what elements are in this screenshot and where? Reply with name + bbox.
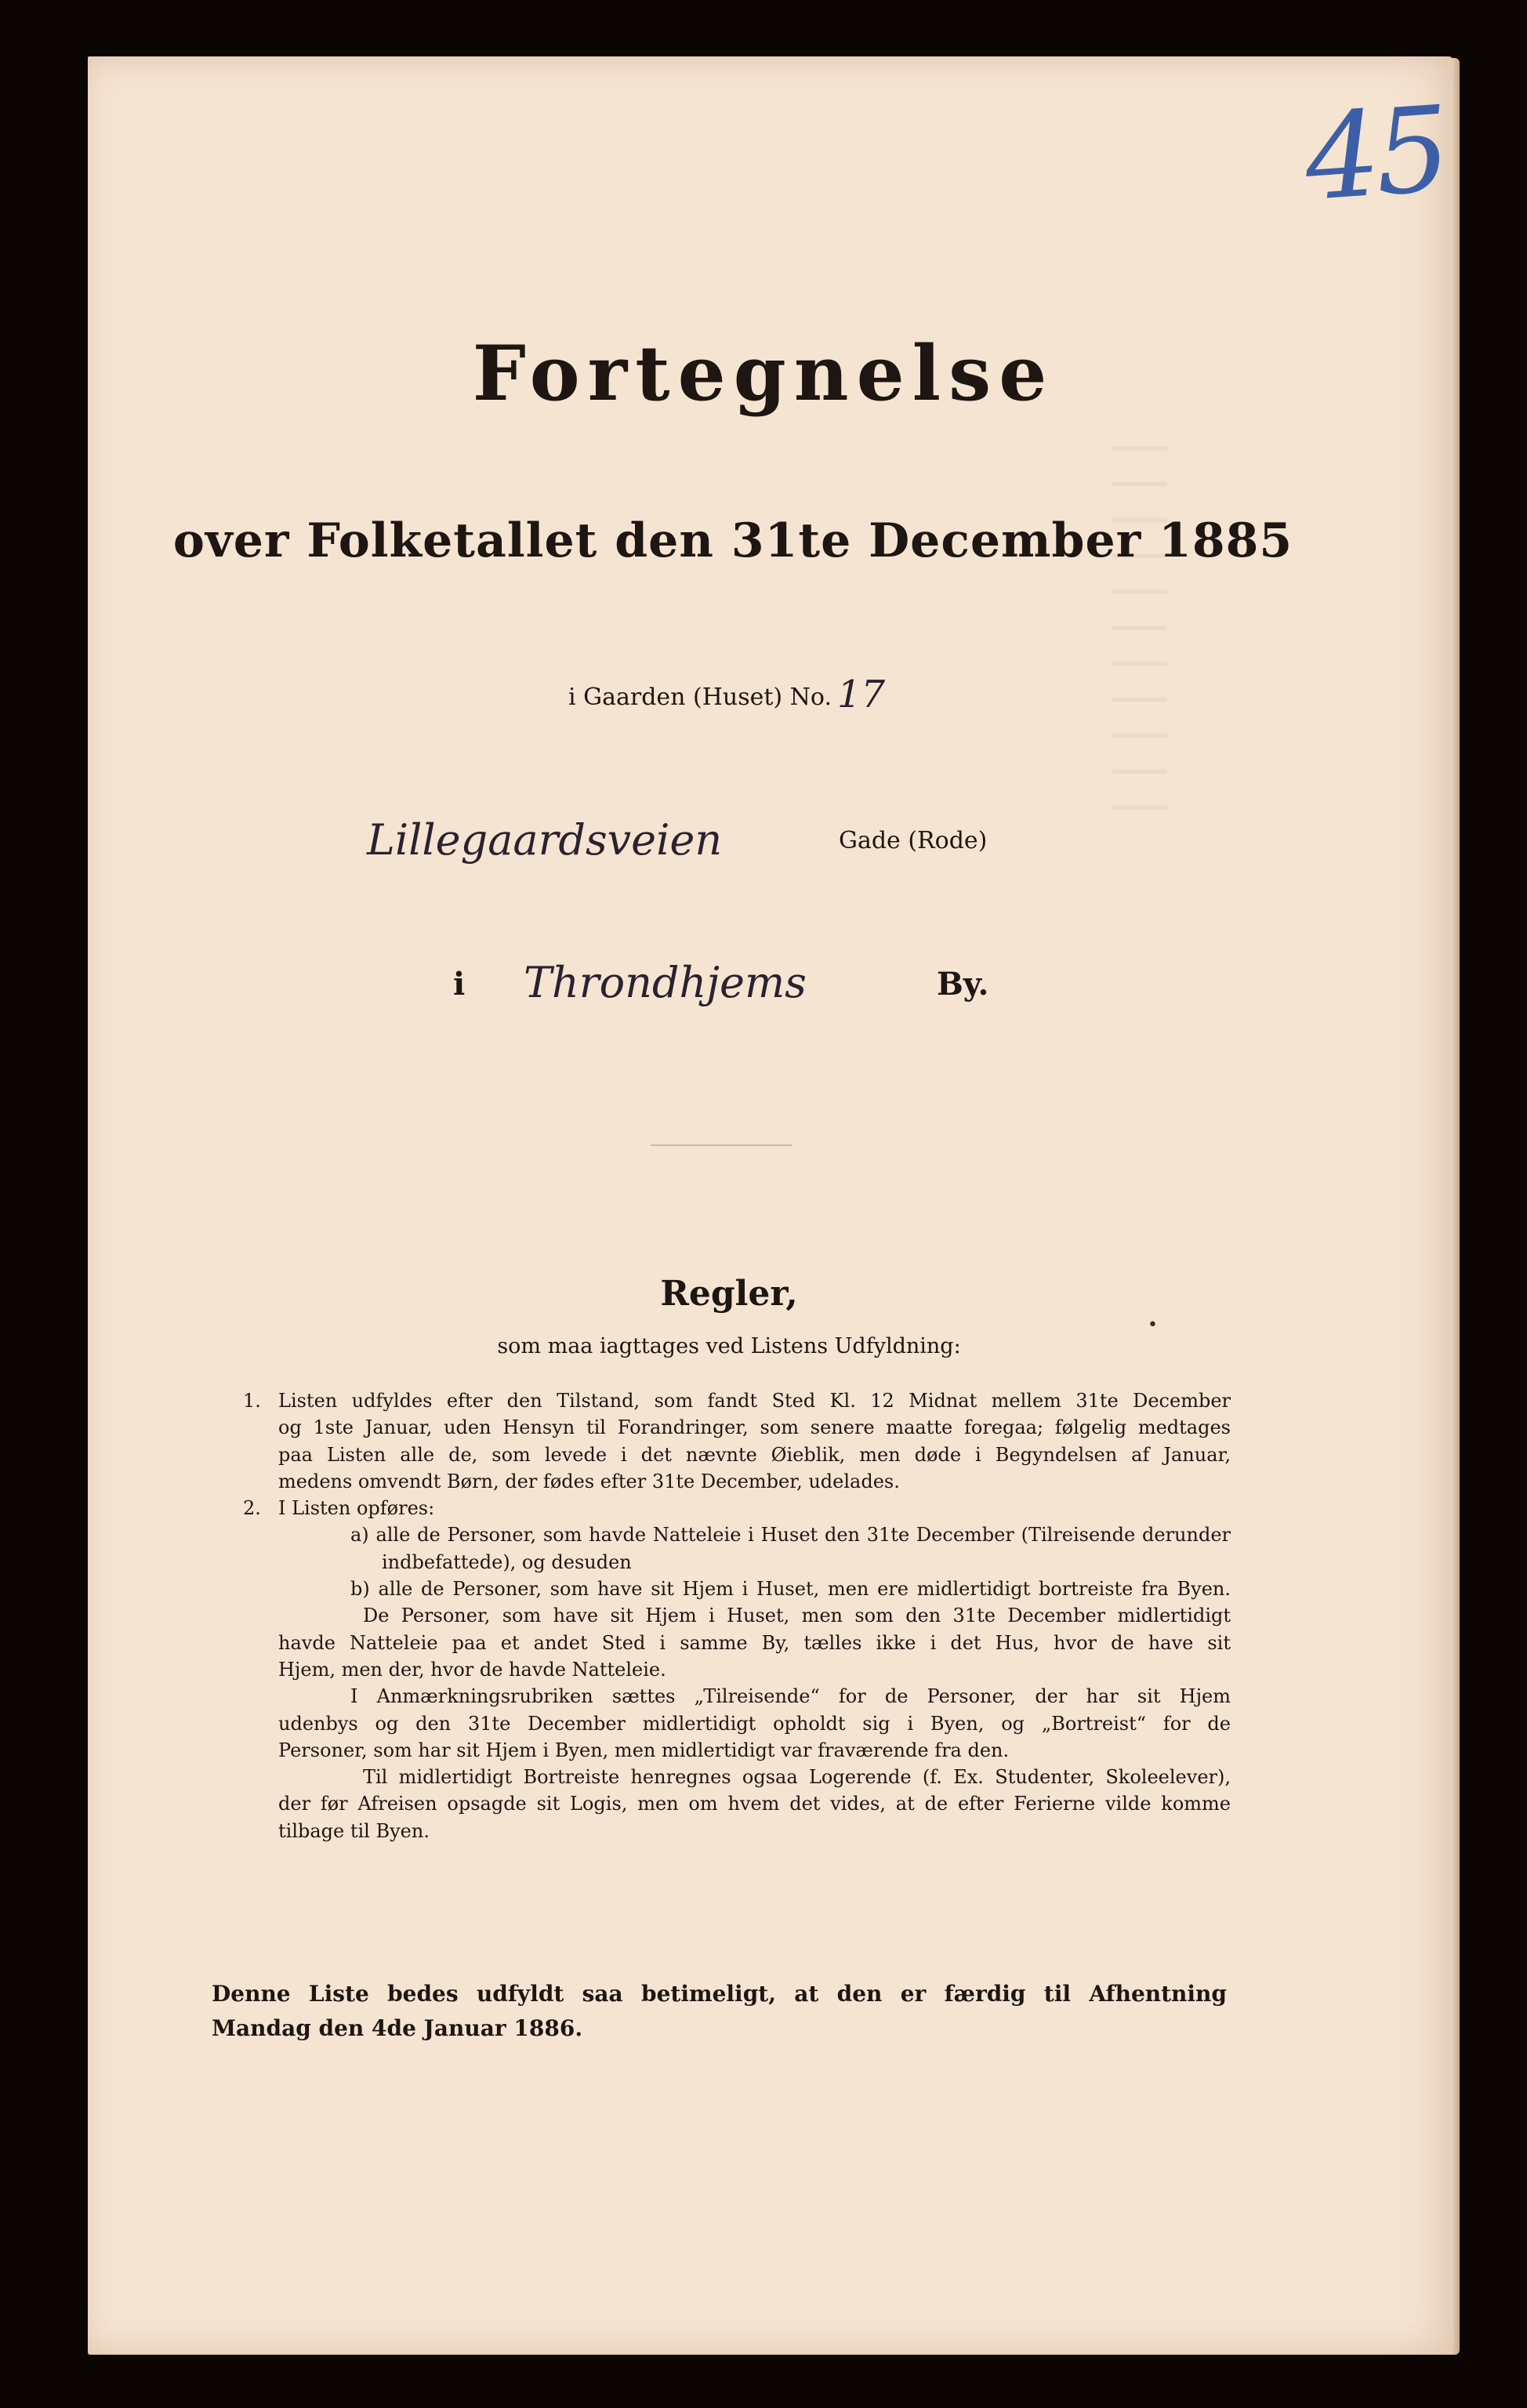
rule-line: I Listen opføres: bbox=[278, 1497, 435, 1520]
ink-mark: • bbox=[1148, 1315, 1158, 1335]
bleed-through-text: | | | | | | | | | | | bbox=[1112, 439, 1176, 817]
gaarden-number-handwritten: 17 bbox=[837, 673, 886, 716]
by-prefix: i bbox=[453, 966, 466, 1003]
gaarden-label: i Gaarden (Huset) No. bbox=[568, 684, 832, 711]
rule-item bbox=[243, 1387, 1231, 1495]
deadline-line-1: Denne Liste bedes udfyldt saa betimeligt, at den er færdig til Afhentning bbox=[212, 1981, 1227, 2007]
rule-line: b) alle de Personer, som have sit Hjem i Huset, men ere midlertidigt bortreiste fra Byen. bbox=[350, 1578, 1231, 1601]
rule-line: De Personer, som have sit Hjem i Huset, men som den 31te December midlertidigt bbox=[363, 1605, 1231, 1627]
street-name-handwritten: Lillegaardsveien bbox=[367, 815, 723, 865]
city-name-handwritten: Throndhjems bbox=[524, 958, 807, 1007]
rule-line: paa Listen alle de, som levede i det nævnte Øieblik, men døde i Begyndelsen af Januar, bbox=[278, 1443, 1231, 1466]
rule-item bbox=[243, 1495, 1231, 1844]
rule-line: Personer, som har sit Hjem i Byen, men midlertidigt var fraværende fra den. bbox=[278, 1739, 1010, 1761]
divider-rule bbox=[651, 1144, 792, 1146]
rule-line: tilbage til Byen. bbox=[278, 1819, 430, 1842]
rule-line: indbefattede), og desuden bbox=[382, 1550, 632, 1573]
rule-line: medens omvendt Børn, der fødes efter 31te December, udelades. bbox=[278, 1470, 900, 1492]
rules-intro: som maa iagttages ved Listens Udfyldning: bbox=[497, 1334, 961, 1358]
rule-number: 2. bbox=[243, 1497, 261, 1520]
rule-number: 1. bbox=[243, 1390, 261, 1412]
rule-line: Til midlertidigt Bortreiste henregnes ogsaa Logerende (f. Ex. Studenter, Skoleelever), bbox=[363, 1766, 1231, 1789]
deadline-notice bbox=[212, 1977, 1227, 2046]
rule-line: Hjem, men der, hvor de havde Natteleie. bbox=[278, 1658, 666, 1681]
rule-line: og 1ste Januar, uden Hensyn til Forandringer, som senere maatte foregaa; følgelig medtages bbox=[278, 1416, 1231, 1439]
rule-line: Listen udfyldes efter den Tilstand, som fandt Sted Kl. 12 Midnat mellem 31te December bbox=[278, 1390, 1231, 1412]
rules-heading: Regler, bbox=[660, 1274, 798, 1314]
gade-label: Gade (Rode) bbox=[839, 827, 988, 854]
deadline-line-2: Mandag den 4de Januar 1886. bbox=[212, 2015, 583, 2041]
rule-line: havde Natteleie paa et andet Sted i samme By, tælles ikke i det Hus, hvor de have sit bbox=[278, 1631, 1231, 1654]
document-subtitle: over Folketallet den 31te December 1885 bbox=[172, 513, 1293, 568]
rule-line: udenbys og den 31te December midlertidigt opholdt sig i Byen, og „Bortreist“ for de bbox=[278, 1712, 1231, 1735]
by-label: By. bbox=[937, 966, 989, 1003]
rule-line: a) alle de Personer, som havde Natteleie i Huset den 31te December (Tilreisende derunder bbox=[350, 1524, 1231, 1547]
handwritten-page-number: 45 bbox=[1300, 81, 1450, 228]
rule-line: I Anmærkningsrubriken sættes „Tilreisende“ for de Personer, der har sit Hjem bbox=[350, 1685, 1231, 1708]
rules-list bbox=[243, 1387, 1231, 1844]
document-title: Fortegnelse bbox=[472, 329, 1055, 418]
rule-line: der før Afreisen opsagde sit Logis, men om hvem det vides, at de efter Ferierne vilde komme bbox=[278, 1793, 1231, 1815]
